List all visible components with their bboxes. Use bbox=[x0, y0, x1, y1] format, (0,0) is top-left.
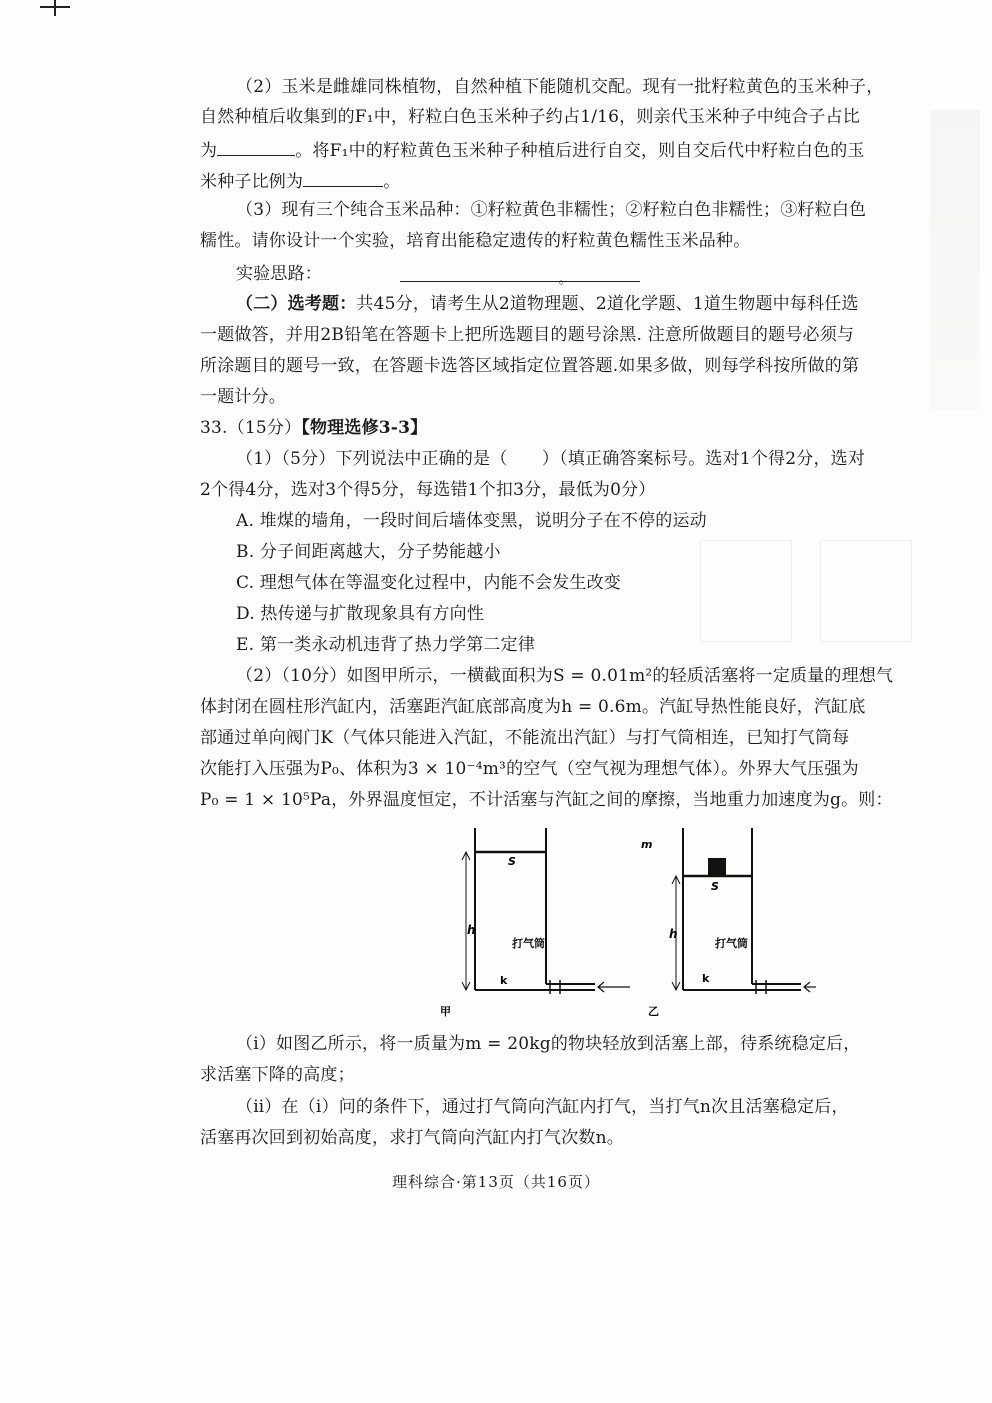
q3-line-2: 糯性。请你设计一个实验，培育出能稳定遗传的籽粒黄色糯性玉米品种。 bbox=[200, 231, 751, 251]
answer-blank[interactable] bbox=[217, 137, 295, 156]
bleed-through bbox=[700, 540, 792, 642]
section2-line-3: 所涂题目的题号一致，在答题卡选答区域指定位置答题.如果多做，则每学科按所做的第 bbox=[200, 356, 860, 376]
q33-p1-line-1: （1）（5分）下列说法中正确的是（ ）（填正确答案标号。选对1个得2分，选对 bbox=[236, 449, 866, 469]
yi-height-label: h bbox=[669, 927, 678, 941]
q2-line-3: 为 。将F₁中的籽粒黄色玉米种子种植后进行自交，则自交后代中籽粒白色的玉 bbox=[200, 137, 865, 162]
bleed-through bbox=[820, 540, 912, 642]
q3-line-1: （3）现有三个纯合玉米品种：①籽粒黄色非糯性；②籽粒白色非糯性；③籽粒白色 bbox=[236, 200, 867, 220]
yi-pump-label: 打气筒 bbox=[715, 937, 748, 950]
q33-sub2-line-1: （ⅱ）在（ⅰ）问的条件下，通过打气筒向汽缸内打气，当打气n次且活塞稳定后， bbox=[236, 1097, 849, 1117]
option-c: C. 理想气体在等温变化过程中，内能不会发生改变 bbox=[236, 573, 622, 593]
answer-blank[interactable] bbox=[303, 168, 383, 187]
q33-sub2-line-2: 活塞再次回到初始高度，求打气筒向汽缸内打气次数n。 bbox=[200, 1128, 624, 1148]
q33-p1-line-2: 2个得4分，选对3个得5分，每选错1个扣3分，最低为0分） bbox=[200, 480, 656, 500]
yi-area-label: S bbox=[711, 880, 719, 893]
option-d: D. 热传递与扩散现象具有方向性 bbox=[236, 604, 485, 624]
option-e: E. 第一类永动机违背了热力学第二定律 bbox=[236, 635, 536, 655]
jia-height-label: h bbox=[467, 923, 476, 937]
q33-p2-line-4: 次能打入压强为P₀、体积为3 × 10⁻⁴m³的空气（空气视为理想气体）。外界大气压强为 bbox=[200, 759, 859, 779]
q2-line-2: 自然种植后收集到的F₁中，籽粒白色玉米种子约占1/16，则亲代玉米种子中纯合子占比 bbox=[200, 107, 860, 127]
figure-jia bbox=[462, 828, 630, 994]
q33-p2-line-5: P₀ = 1 × 10⁵Pa，外界温度恒定，不计活塞与汽缸之间的摩擦，当地重力加速度为g。则： bbox=[200, 790, 893, 810]
q2-line-4: 米种子比例为 。 bbox=[200, 168, 400, 193]
q3-idea: 实验思路： $_。$ bbox=[236, 263, 640, 285]
q33-sub1-line-2: 求活塞下降的高度； bbox=[200, 1065, 355, 1085]
answer-blank[interactable]: 。 bbox=[400, 263, 640, 282]
cylinder-figure bbox=[420, 820, 820, 1020]
yi-mass-label: m bbox=[641, 838, 653, 851]
q33-title: 33.（15分）【物理选修3-3】 bbox=[200, 418, 428, 438]
section2-line-1: （二）选考题：共45分，请考生从2道物理题、2道化学题、1道生物题中每科任选 bbox=[236, 294, 859, 314]
jia-valve-label: k bbox=[500, 974, 508, 987]
yi-caption: 乙 bbox=[648, 1005, 659, 1018]
q33-p2-line-1: （2）（10分）如图甲所示，一横截面积为S = 0.01m²的轻质活塞将一定质量的理想气 bbox=[236, 666, 894, 686]
block-mass bbox=[708, 858, 726, 876]
yi-valve-label: k bbox=[702, 972, 710, 985]
jia-pump-label: 打气筒 bbox=[512, 937, 545, 950]
option-a: A. 堆煤的墙角，一段时间后墙体变黑，说明分子在不停的运动 bbox=[236, 511, 707, 531]
q33-sub1-line-1: （ⅰ）如图乙所示，将一质量为m = 20kg的物块轻放到活塞上部，待系统稳定后， bbox=[236, 1034, 861, 1054]
section2-line-4: 一题计分。 bbox=[200, 387, 286, 407]
q2-line-1: （2）玉米是雌雄同株植物，自然种植下能随机交配。现有一批籽粒黄色的玉米种子， bbox=[236, 77, 884, 97]
section2-line-2: 一题做答，并用2B铅笔在答题卡上把所选题目的题号涂黑. 注意所做题目的题号必须与 bbox=[200, 325, 855, 345]
q33-p2-line-2: 体封闭在圆柱形汽缸内，活塞距汽缸底部高度为h = 0.6m。汽缸导热性能良好，汽缸底 bbox=[200, 697, 866, 717]
jia-caption: 甲 bbox=[440, 1005, 451, 1018]
page-footer: 理科综合·第13页（共16页） bbox=[392, 1173, 600, 1191]
figure-yi bbox=[672, 828, 816, 994]
option-b: B. 分子间距离越大，分子势能越小 bbox=[236, 542, 501, 562]
jia-area-label: S bbox=[508, 855, 516, 868]
q33-p2-line-3: 部通过单向阀门K（气体只能进入汽缸，不能流出汽缸）与打气筒相连，已知打气筒每 bbox=[200, 728, 850, 748]
bleed-through bbox=[930, 110, 980, 410]
crop-mark bbox=[40, 0, 70, 16]
